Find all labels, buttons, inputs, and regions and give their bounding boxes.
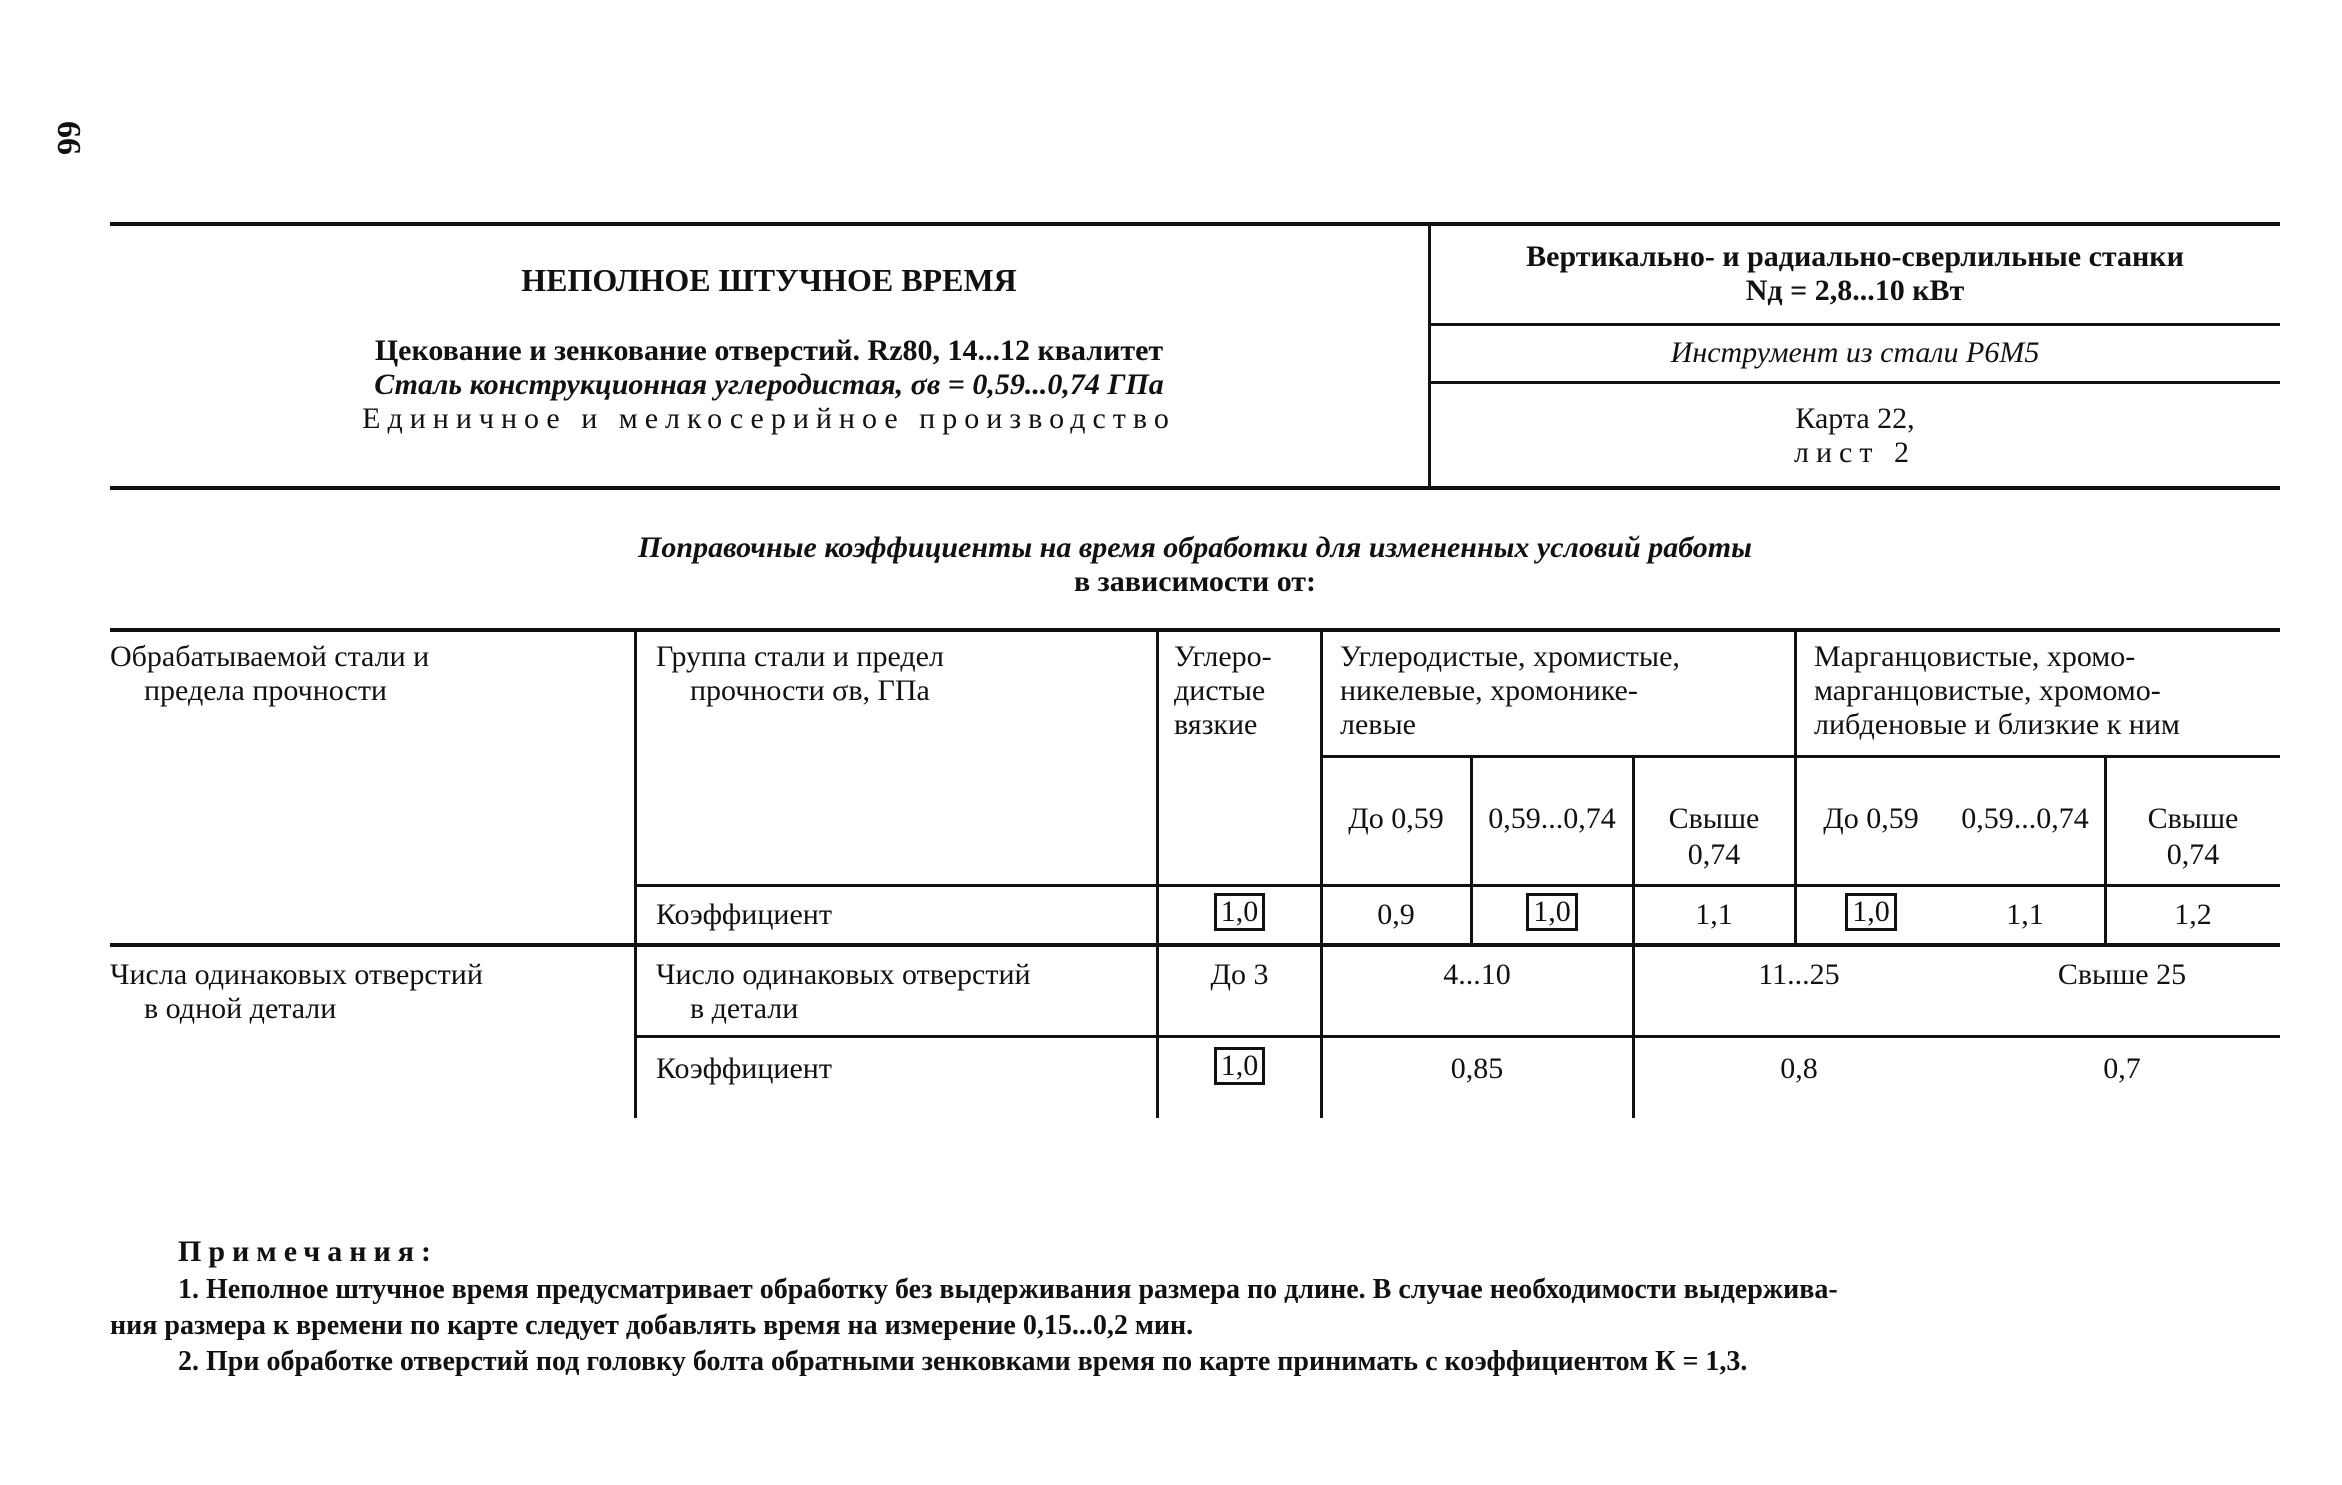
sub-b3-header-line2: 0,74 <box>2166 838 2220 871</box>
page-number: 66 <box>50 121 87 155</box>
subtitle-continuation: в зависимости от: <box>1073 565 1317 598</box>
col-divider-2 <box>1156 628 1159 1118</box>
coef-value-a1: 0,9 <box>1377 898 1415 931</box>
col-divider-3 <box>1320 628 1323 1118</box>
coef-value-carbon-viscous <box>1159 893 1320 931</box>
coef-value-b2: 1,1 <box>2006 898 2044 931</box>
coef2-row-label: Коэффициент <box>656 1052 832 1085</box>
coef-value-box: 1,0 <box>1845 893 1897 931</box>
coef-row-top-rule <box>636 884 2280 887</box>
sub-a3-header-line2: 0,74 <box>1687 838 1741 871</box>
production-type: Единичное и мелкосерийное производство <box>362 402 1176 435</box>
coef-value-box: 1,0 <box>1214 893 1266 931</box>
coef-value-b3: 1,2 <box>2174 898 2212 931</box>
header-right-rule-2 <box>1430 381 2280 384</box>
header-title: НЕПОЛНОЕ ШТУЧНОЕ ВРЕМЯ <box>521 262 1017 298</box>
note-1-line2: ния размера к времени по карте следует добавлять время на измерение 0,15...0,2 мин. <box>110 1310 1194 1341</box>
coef-row-label: Коэффициент <box>656 898 832 931</box>
operation-text: Цекование и зенкование отверстий. Rz80, 14...12 квалитет <box>374 334 1164 367</box>
sub-a3-header-line1: Свыше <box>1668 802 1760 835</box>
card-number: Карта 22, <box>1795 402 1915 435</box>
sheet-number: лист 2 <box>1794 436 1916 469</box>
notes-heading: Примечания: <box>178 1235 439 1268</box>
section-divider-rule <box>110 943 2280 947</box>
tool-text: Инструмент из стали Р6М5 <box>1670 336 2040 369</box>
group-b-header-line3: либденовые и близкие к ним <box>1814 708 2180 741</box>
col3-header-line1: Углеро- <box>1174 640 1272 673</box>
coef-value-box: 1,0 <box>1526 893 1578 931</box>
header-divider <box>1428 222 1431 488</box>
sub-b1-header: До 0,59 <box>1823 802 1919 835</box>
holes-range-3: 11...25 <box>1758 958 1840 991</box>
col1-header-line2: предела прочности <box>144 674 387 707</box>
coef2-value-4: 0,7 <box>2103 1052 2141 1085</box>
group-b-header-line2: марганцовистые, хромомо- <box>1814 674 2161 707</box>
coef2-value-3: 0,8 <box>1780 1052 1818 1085</box>
group-b-header-line1: Марганцовистые, хромо- <box>1814 640 2136 673</box>
header-bottom-rule <box>110 486 2280 490</box>
row2-label-line2: в одной детали <box>144 992 337 1025</box>
coef-value-a2 <box>1472 893 1632 931</box>
col3-header-line3: вязкие <box>1174 708 1258 741</box>
coef2-row-top-rule <box>636 1035 2280 1038</box>
group-a-header-line2: никелевые, хромонике- <box>1340 674 1638 707</box>
group-header-rule <box>1322 755 2280 758</box>
holes-header-line2: в детали <box>690 992 799 1025</box>
holes-range-4: Свыше 25 <box>2057 958 2187 991</box>
note-1-line1: 1. Неполное штучное время предусматривает обработку без выдерживания размера по длине. В случае необходимости выдержива- <box>178 1274 1838 1305</box>
col3-header-line2: дистые <box>1174 674 1266 707</box>
coef2-value-1 <box>1159 1047 1320 1085</box>
holes-range-2: 4...10 <box>1443 958 1511 991</box>
sub-a1-header: До 0,59 <box>1348 802 1444 835</box>
col1-header-line1: Обрабатываемой стали и <box>110 640 430 673</box>
col2-header-line1: Группа стали и предел <box>656 640 944 673</box>
sub-a2-header: 0,59...0,74 <box>1488 802 1616 835</box>
subtitle: Поправочные коэффициенты на время обработки для измененных условий работы <box>638 531 1752 564</box>
header-right-rule-1 <box>1430 323 2280 326</box>
group-a-header-line3: левые <box>1340 708 1416 741</box>
holes-header-line1: Число одинаковых отверстий <box>656 958 1031 991</box>
coef-value-a3: 1,1 <box>1695 898 1733 931</box>
coef2-value-box: 1,0 <box>1214 1047 1266 1085</box>
material-text: Сталь конструкционная углеродистая, σв = 0,59...0,74 ГПа <box>374 368 1164 401</box>
sub-b2-header: 0,59...0,74 <box>1961 802 2089 835</box>
coef2-value-2: 0,85 <box>1450 1052 1504 1085</box>
holes-range-1: До 3 <box>1210 958 1269 991</box>
note-2: 2. При обработке отверстий под головку болта обратными зенковками время по карте принимать с коэффициентом К = 1,3. <box>178 1346 1748 1377</box>
group-a-header-line1: Углеродистые, хромистые, <box>1340 640 1680 673</box>
row2-label-line1: Числа одинаковых отверстий <box>110 958 483 991</box>
coef-value-b1 <box>1796 893 1946 931</box>
machine-power: Nд = 2,8...10 кВт <box>1745 274 1965 307</box>
col-divider-1 <box>634 628 637 1118</box>
table-top-rule <box>110 628 2280 632</box>
sub-b3-header-line1: Свыше <box>2147 802 2239 835</box>
header-top-rule <box>110 222 2280 226</box>
machines-text: Вертикально- и радиально-сверлильные станки <box>1526 240 2184 273</box>
col2-header-line2: прочности σв, ГПа <box>690 674 930 707</box>
